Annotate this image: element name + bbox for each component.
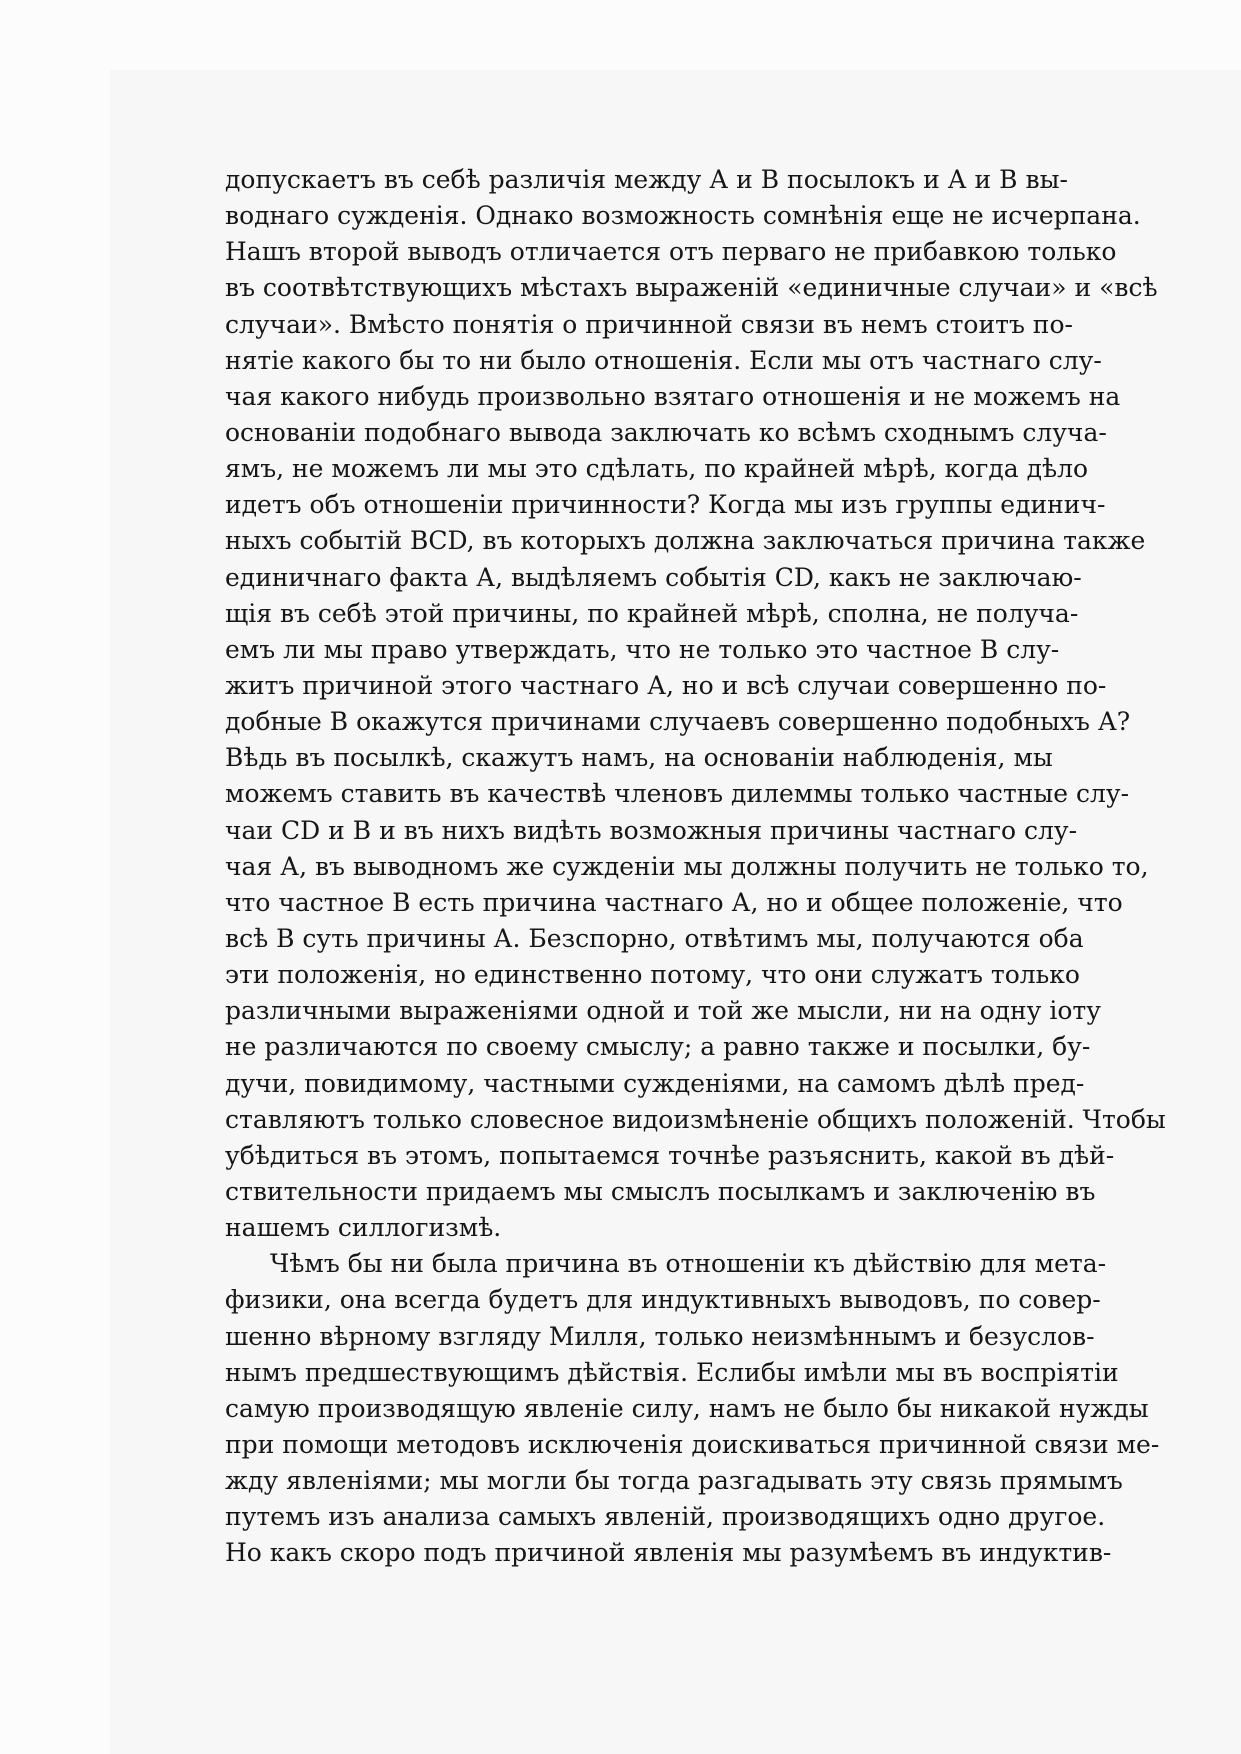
body-text bbox=[225, 162, 1166, 1571]
text-line: допускаетъ въ себѣ различія между А и В посылокъ и А и В вы- bbox=[225, 165, 1068, 194]
text-line: нымъ предшествующимъ дѣйствія. Еслибы имѣли мы въ воспріятіи bbox=[225, 1357, 1119, 1387]
text-line: эти положенія, но единственно потому, что они служатъ только bbox=[225, 960, 1080, 990]
text-line: ствительности придаемъ мы смыслъ посылкамъ и заключенію въ bbox=[225, 1176, 1096, 1206]
text-line: убѣдиться въ этомъ, попытаемся точнѣе разъяснить, какой въ дѣй- bbox=[225, 1140, 1115, 1170]
text-line: путемъ изъ анализа самыхъ явленій, производящихъ одно другое. bbox=[225, 1502, 1106, 1532]
text-line: можемъ ставить въ качествѣ членовъ дилеммы только частные слу- bbox=[225, 779, 1130, 809]
text-line: что частное В есть причина частнаго А, но и общее положеніе, что bbox=[225, 887, 1123, 917]
text-line: идетъ объ отношеніи причинности? Когда мы изъ группы единич- bbox=[225, 490, 1106, 520]
text-line: жду явленіями; мы могли бы тогда разгадывать эту связь прямымъ bbox=[225, 1466, 1123, 1496]
text-line: шенно вѣрному взгляду Милля, только неизмѣннымъ и безуслов- bbox=[225, 1321, 1095, 1351]
text-line: воднаго сужденія. Однако возможность сомнѣнія еще не исчерпана. bbox=[225, 201, 1141, 231]
text-line: щія въ себѣ этой причины, по крайней мѣрѣ, сполна, не получа- bbox=[225, 598, 1079, 628]
text-line: не различаются по своему смыслу; а равно также и посылки, бу- bbox=[225, 1032, 1091, 1062]
text-line: случаи». Вмѣсто понятія о причинной связи въ немъ стоитъ по- bbox=[225, 309, 1073, 339]
text-line: емъ ли мы право утверждать, что не только это частное В слу- bbox=[225, 634, 1060, 664]
paragraph-end-line: нашемъ силлогизмѣ. bbox=[225, 1213, 502, 1243]
text-line: всѣ В суть причины А. Безспорно, отвѣтимъ мы, получаются оба bbox=[225, 923, 1084, 953]
text-line: основаніи подобнаго вывода заключать ко всѣмъ сходнымъ случа- bbox=[225, 417, 1107, 447]
text-line: единичнаго факта А, выдѣляемъ событія СD, какъ не заключаю- bbox=[225, 562, 1082, 592]
text-line: ставляютъ только словесное видоизмѣненіе общихъ положеній. Чтобы bbox=[225, 1104, 1166, 1134]
text-line: ныхъ событій ВСD, въ которыхъ должна заключаться причина также bbox=[225, 526, 1146, 556]
text-line: Вѣдь въ посылкѣ, скажутъ намъ, на основаніи наблюденія, мы bbox=[225, 743, 1053, 773]
text-line: самую производящую явленіе силу, намъ не было бы никакой нужды bbox=[225, 1393, 1149, 1423]
text-line: чая какого нибудь произвольно взятаго отношенія и не можемъ на bbox=[225, 381, 1121, 411]
text-line: дучи, повидимому, частными сужденіями, на самомъ дѣлѣ пред- bbox=[225, 1068, 1085, 1098]
text-line: ямъ, не можемъ ли мы это сдѣлать, по крайней мѣрѣ, когда дѣло bbox=[225, 454, 1089, 484]
text-line: различными выраженіями одной и той же мысли, ни на одну іоту bbox=[225, 996, 1101, 1026]
text-line: Но какъ скоро подъ причиной явленія мы разумѣемъ въ индуктив- bbox=[225, 1538, 1112, 1568]
text-line: житъ причиной этого частнаго А, но и всѣ случаи совершенно по- bbox=[225, 670, 1107, 700]
text-line: физики, она всегда будетъ для индуктивныхъ выводовъ, по совер- bbox=[225, 1285, 1101, 1315]
text-line: нятіе какого бы то ни было отношенія. Если мы отъ частнаго слу- bbox=[225, 345, 1102, 375]
text-line: въ соотвѣтствующихъ мѣстахъ выраженій «единичные случаи» и «всѣ bbox=[225, 273, 1158, 303]
text-line: Нашъ второй выводъ отличается отъ перваго не прибавкою только bbox=[225, 237, 1117, 267]
text-line: добные В окажутся причинами случаевъ совершенно подобныхъ А? bbox=[225, 707, 1131, 737]
paragraph-start-line: Чѣмъ бы ни была причина въ отношеніи къ дѣйствію для мета- bbox=[270, 1249, 1107, 1279]
text-line: при помощи методовъ исключенія доискиваться причинной связи ме- bbox=[225, 1429, 1160, 1459]
text-line: чаи СD и В и въ нихъ видѣть возможныя причины частнаго слу- bbox=[225, 815, 1078, 845]
text-line: чая А, въ выводномъ же сужденіи мы должны получить не только то, bbox=[225, 851, 1149, 881]
